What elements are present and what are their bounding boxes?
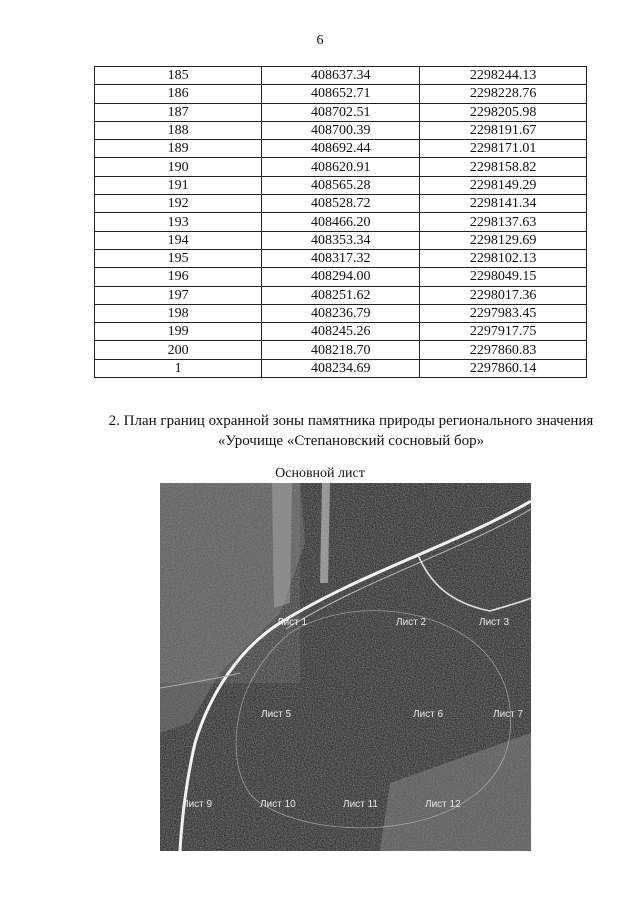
point-number-cell: 186: [95, 85, 262, 103]
x-coordinate-cell: 408234.69: [262, 359, 420, 377]
point-number-cell: 185: [95, 67, 262, 85]
sheet-label-6: Лист 6: [413, 709, 444, 720]
y-coordinate-cell: 2298191.67: [420, 121, 587, 139]
y-coordinate-cell: 2298137.63: [420, 213, 587, 231]
y-coordinate-cell: 2298129.69: [420, 231, 587, 249]
section-heading-line-2: «Урочище «Степановский сосновый бор»: [217, 433, 485, 449]
y-coordinate-cell: 2298102.13: [420, 249, 587, 267]
point-number-cell: 188: [95, 121, 262, 139]
point-number-cell: 192: [95, 195, 262, 213]
table-row: [95, 67, 587, 85]
point-number-cell: 190: [95, 158, 262, 176]
point-number-cell: 198: [95, 304, 262, 322]
section-heading: [60, 411, 640, 451]
point-number-cell: 1: [95, 359, 262, 377]
table-row: [95, 121, 587, 139]
x-coordinate-cell: 408218.70: [262, 341, 420, 359]
sheet-label-11: Лист 11: [343, 799, 378, 810]
x-coordinate-cell: 408637.34: [262, 67, 420, 85]
coordinates-table: [94, 66, 587, 378]
x-coordinate-cell: 408353.34: [262, 231, 420, 249]
y-coordinate-cell: 2298149.29: [420, 176, 587, 194]
x-coordinate-cell: 408692.44: [262, 140, 420, 158]
boundary-map: [160, 483, 531, 851]
table-row: [95, 359, 587, 377]
table-row: [95, 195, 587, 213]
table-row: [95, 249, 587, 267]
y-coordinate-cell: 2297983.45: [420, 304, 587, 322]
y-coordinate-cell: 2298228.76: [420, 85, 587, 103]
section-heading-line-1: 2. План границ охранной зоны памятника природы регионального значения: [108, 413, 594, 429]
sheet-label-9: Лист 9: [182, 799, 213, 810]
x-coordinate-cell: 408652.71: [262, 85, 420, 103]
point-number-cell: 196: [95, 268, 262, 286]
sheet-label-3: Лист 3: [479, 617, 510, 628]
y-coordinate-cell: 2297860.14: [420, 359, 587, 377]
point-number-cell: 187: [95, 103, 262, 121]
y-coordinate-cell: 2297860.83: [420, 341, 587, 359]
table-row: [95, 158, 587, 176]
table-row: [95, 85, 587, 103]
sheet-label-5: Лист 5: [261, 709, 292, 720]
x-coordinate-cell: 408620.91: [262, 158, 420, 176]
point-number-cell: 193: [95, 213, 262, 231]
table-row: [95, 304, 587, 322]
map-caption: Основной лист: [275, 466, 365, 481]
x-coordinate-cell: 408317.32: [262, 249, 420, 267]
point-number-cell: 189: [95, 140, 262, 158]
y-coordinate-cell: 2298141.34: [420, 195, 587, 213]
x-coordinate-cell: 408236.79: [262, 304, 420, 322]
x-coordinate-cell: 408528.72: [262, 195, 420, 213]
sheet-label-1: Лист 1: [277, 617, 308, 628]
y-coordinate-cell: 2298017.36: [420, 286, 587, 304]
table-row: [95, 286, 587, 304]
y-coordinate-cell: 2297917.75: [420, 323, 587, 341]
point-number-cell: 199: [95, 323, 262, 341]
x-coordinate-cell: 408466.20: [262, 213, 420, 231]
table-row: [95, 231, 587, 249]
y-coordinate-cell: 2298158.82: [420, 158, 587, 176]
page-number: 6: [316, 33, 324, 48]
y-coordinate-cell: 2298244.13: [420, 67, 587, 85]
y-coordinate-cell: 2298049.15: [420, 268, 587, 286]
point-number-cell: 195: [95, 249, 262, 267]
x-coordinate-cell: 408565.28: [262, 176, 420, 194]
y-coordinate-cell: 2298205.98: [420, 103, 587, 121]
point-number-cell: 200: [95, 341, 262, 359]
aerial-map-image: [160, 483, 531, 851]
table-row: [95, 103, 587, 121]
point-number-cell: 191: [95, 176, 262, 194]
x-coordinate-cell: 408700.39: [262, 121, 420, 139]
sheet-label-12: Лист 12: [425, 799, 461, 810]
point-number-cell: 194: [95, 231, 262, 249]
sheet-label-10: Лист 10: [260, 799, 296, 810]
table-row: [95, 140, 587, 158]
table-row: [95, 323, 587, 341]
x-coordinate-cell: 408245.26: [262, 323, 420, 341]
sheet-label-2: Лист 2: [396, 617, 427, 628]
table-row: [95, 268, 587, 286]
y-coordinate-cell: 2298171.01: [420, 140, 587, 158]
sheet-label-7: Лист 7: [493, 709, 524, 720]
table-row: [95, 213, 587, 231]
table-row: [95, 176, 587, 194]
x-coordinate-cell: 408294.00: [262, 268, 420, 286]
x-coordinate-cell: 408251.62: [262, 286, 420, 304]
table-row: [95, 341, 587, 359]
point-number-cell: 197: [95, 286, 262, 304]
x-coordinate-cell: 408702.51: [262, 103, 420, 121]
